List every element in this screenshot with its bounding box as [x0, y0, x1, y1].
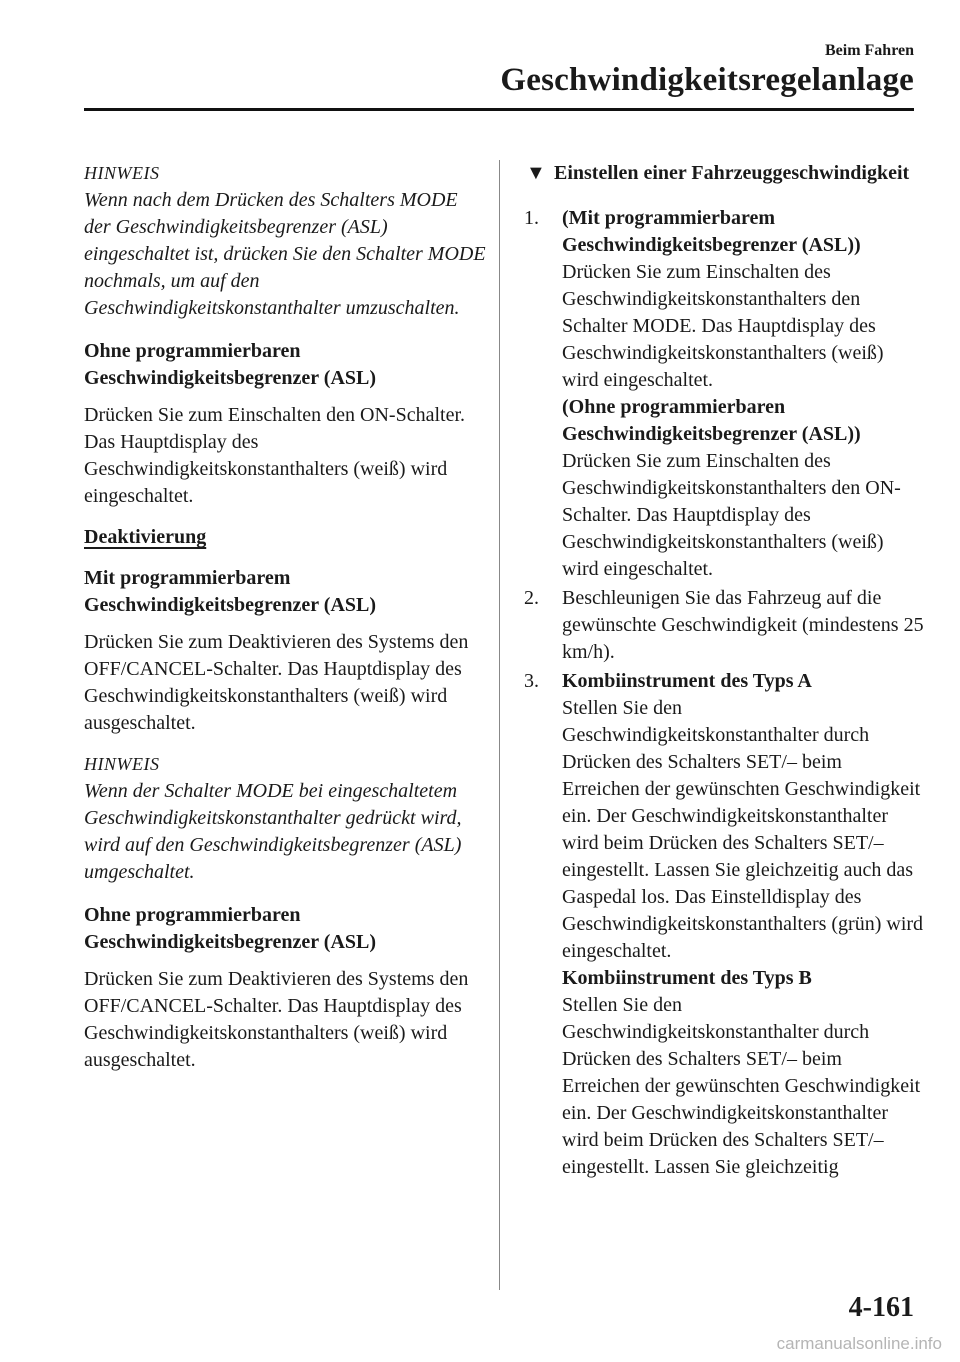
section-name: Beim Fahren — [824, 42, 914, 59]
step-text: Drücken Sie zum Einschalten des Geschwindigkeitskonstanthalters den Schalter MODE. Das Hauptdisplay des Geschwindigkeitskonstanthalters (weiß) wird eingeschaltet. — [562, 261, 884, 391]
watermark: carmanualsonline.info — [776, 1334, 942, 1353]
step-bold-text: (Ohne programmierbaren Geschwindigkeitsbegrenzer (ASL)) — [562, 396, 861, 445]
step-number: 1. — [524, 207, 539, 229]
note-label: HINWEIS — [84, 163, 160, 183]
note-label: HINWEIS — [84, 754, 160, 774]
column-divider — [499, 160, 500, 1290]
step-item — [524, 668, 924, 1181]
step-bold-text: Kombiinstrument des Typs A — [562, 670, 812, 692]
step-bold-text: (Mit programmierbarem Geschwindigkeitsbegrenzer (ASL)) — [562, 207, 861, 256]
header-divider — [84, 108, 914, 111]
step-number: 3. — [524, 670, 539, 692]
note-text: Wenn der Schalter MODE bei eingeschaltetem Geschwindigkeitskonstanthalter gedrückt wird, wird auf den Geschwindigkeitsbegrenzer (ASL) umgeschaltet. — [84, 780, 462, 883]
right-column — [524, 160, 924, 1183]
step-item — [524, 205, 924, 583]
step-number: 2. — [524, 587, 539, 609]
step-bold-text: Kombiinstrument des Typs B — [562, 967, 812, 989]
subsection-title-text: Einstellen einer Fahrzeuggeschwindigkeit — [554, 162, 910, 184]
step-text: Stellen Sie den Geschwindigkeitskonstanthalter durch Drücken des Schalters SET/– beim Erreichen der gewünschten Geschwindigkeit ein. Der Geschwindigkeitskonstanthalter wird beim Drücken des Schalters SET/– eingestellt. Lassen Sie gleichzeitig — [562, 994, 921, 1178]
note-text: Wenn nach dem Drücken des Schalters MODE der Geschwindigkeitsbegrenzer (ASL) eingeschaltet ist, drücken Sie den Schalter MODE nochmals, um auf den Geschwindigkeitskonstanthalter umzuschalten. — [84, 189, 486, 319]
subheading: Ohne programmierbaren Geschwindigkeitsbegrenzer (ASL) — [84, 904, 377, 953]
subheading: Mit programmierbarem Geschwindigkeitsbegrenzer (ASL) — [84, 567, 377, 616]
paragraph: Drücken Sie zum Einschalten den ON-Schalter. Das Hauptdisplay des Geschwindigkeitskonstanthalters (weiß) wird eingeschaltet. — [84, 404, 465, 507]
triangle-down-icon: ▼ — [526, 162, 546, 184]
left-column — [84, 160, 486, 1088]
deactivation-heading: Deaktivierung — [84, 526, 207, 548]
step-item — [524, 585, 924, 666]
subsection-title — [524, 160, 924, 187]
paragraph: Drücken Sie zum Deaktivieren des Systems den OFF/CANCEL-Schalter. Das Hauptdisplay des Geschwindigkeitskonstanthalters (weiß) wird ausgeschaltet. — [84, 968, 469, 1071]
step-text: Drücken Sie zum Einschalten des Geschwindigkeitskonstanthalters den ON-Schalter. Das Hauptdisplay des Geschwindigkeitskonstanthalters (weiß) wird eingeschaltet. — [562, 450, 901, 580]
step-text: Stellen Sie den Geschwindigkeitskonstanthalter durch Drücken des Schalters SET/– beim Erreichen der gewünschten Geschwindigkeit ein. Der Geschwindigkeitskonstanthalter wird beim Drücken des Schalters SET/– eingestellt. Lassen Sie gleichzeitig auch das Gaspedal los. Das Einstelldisplay des Geschwindigkeitskonstanthalters (grün) wird eingeschaltet. — [562, 697, 924, 962]
step-text: Beschleunigen Sie das Fahrzeug auf die gewünschte Geschwindigkeit (mindestens 25 km/h). — [562, 587, 924, 663]
page-number: 4-161 — [848, 1292, 914, 1323]
paragraph: Drücken Sie zum Deaktivieren des Systems den OFF/CANCEL-Schalter. Das Hauptdisplay des Geschwindigkeitskonstanthalters (weiß) wird ausgeschaltet. — [84, 631, 469, 734]
chapter-title: Geschwindigkeitsregelanlage — [500, 62, 914, 98]
subheading: Ohne programmierbaren Geschwindigkeitsbegrenzer (ASL) — [84, 340, 377, 389]
